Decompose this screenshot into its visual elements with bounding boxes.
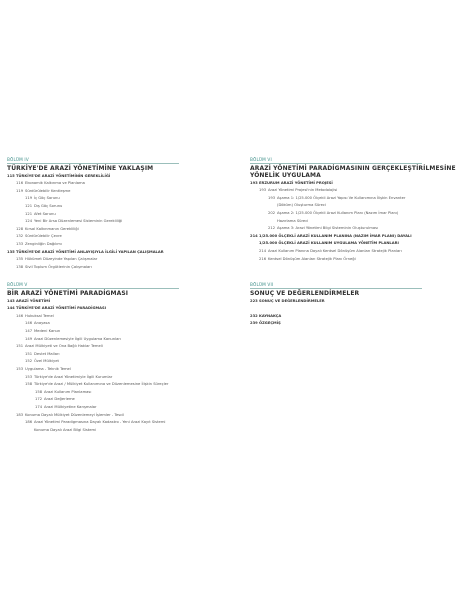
entry-text: Türkiye'de Arazi / Mülkiyet Kullanımına ve Düzenlemesine İlişkin Süreçler bbox=[34, 382, 169, 387]
page-number: 232 bbox=[250, 313, 258, 318]
toc-entry bbox=[7, 218, 179, 226]
page-number: 135 bbox=[7, 249, 15, 254]
entry-text-continued: Konuma Dayalı Arazi Bilgi Sistemi bbox=[34, 427, 97, 432]
chapter-title bbox=[250, 164, 456, 179]
toc-list bbox=[7, 173, 179, 272]
toc-entry bbox=[7, 320, 179, 328]
toc-entry bbox=[7, 419, 179, 434]
entry-text: Sürdürülebilir Çevre bbox=[25, 234, 62, 239]
entry-text: Zenginliğin Dağılımı bbox=[25, 241, 62, 246]
entry-text: Uygulama - Teknik Temel bbox=[25, 366, 71, 371]
toc-entry bbox=[7, 195, 179, 203]
toc-entry bbox=[250, 210, 422, 225]
page-number: 124 bbox=[25, 219, 33, 224]
page-number: 193 bbox=[259, 188, 267, 193]
toc-entry bbox=[7, 305, 179, 313]
toc-entry bbox=[7, 180, 179, 188]
chapter-title-line: BİR ARAZİ YÖNETİMİ PARADİGMASI bbox=[7, 289, 129, 297]
page-number: 183 bbox=[16, 412, 24, 417]
entry-text: Aşama 1: 1/25.000 Ölçekli Arazi Yapısı Ve Kullanımına İlişkin Envanter bbox=[277, 195, 406, 200]
toc-entry bbox=[7, 343, 179, 351]
entry-text: Afet Sorunu bbox=[34, 211, 56, 216]
page-number: 158 bbox=[35, 389, 43, 394]
toc-entry bbox=[250, 248, 422, 256]
chapter-label: BÖLÜM VII bbox=[250, 282, 422, 289]
chapter-label: BÖLÜM V bbox=[7, 282, 179, 289]
entry-text: Sürdürülebilir Kentleşme bbox=[25, 188, 71, 193]
toc-list bbox=[7, 298, 179, 435]
page-number: 121 bbox=[25, 211, 33, 216]
toc-entry bbox=[7, 249, 179, 257]
chapter-title bbox=[250, 290, 422, 297]
page-number: 119 bbox=[16, 188, 24, 193]
toc-entry bbox=[7, 256, 179, 264]
toc-entry bbox=[7, 264, 179, 272]
toc-entry bbox=[7, 188, 179, 196]
page-number: 193 bbox=[268, 195, 276, 200]
entry-text: ÖZGEÇMİŞ bbox=[259, 321, 281, 326]
entry-text: 1/25.000 ÖLÇEKLİ ARAZİ KULLANIM PLANINA (NAZIM İMAR PLANI) DAYALI bbox=[259, 233, 412, 238]
page-number: 135 bbox=[16, 257, 24, 262]
toc-entry bbox=[7, 233, 179, 241]
entry-text: TÜRKİYE'DE ARAZİ YÖNETİMİ ANLAYIŞIYLA İLGİLİ YAPILAN ÇALIŞMALAR bbox=[16, 249, 164, 254]
toc-entry bbox=[250, 180, 422, 188]
entry-text: Arazi Yönetimi Paradigmasına Dayalı Kadastro - Yeni Arazi Kayıt Sistemi bbox=[34, 420, 166, 425]
page-number: 152 bbox=[25, 359, 33, 364]
entry-text: Aşama 2: 1/25.000 Ölçekli Arazi Kullanım Planı (Nazım İmar Planı) bbox=[277, 210, 399, 215]
entry-text: Arazi Kullanım Planına Dayalı Kentsel Dönüşüm Alanları Stratejik Planları bbox=[268, 248, 402, 253]
toc-entry bbox=[250, 187, 422, 195]
page-number: 172 bbox=[35, 397, 43, 402]
page-number: 174 bbox=[35, 404, 43, 409]
toc-entry bbox=[7, 396, 179, 404]
entry-text: Medeni Kanun bbox=[34, 328, 61, 333]
toc-entry bbox=[250, 320, 422, 328]
toc-entry bbox=[250, 256, 422, 264]
toc-list bbox=[250, 298, 422, 328]
toc-entry bbox=[7, 404, 179, 412]
toc-entry bbox=[7, 173, 179, 181]
page-number: 138 bbox=[16, 264, 24, 269]
entry-text: Yeni Bir Arsa Düzenlemesi Sisteminin Gerekliliği bbox=[34, 219, 123, 224]
entry-text: Anayasa bbox=[34, 321, 50, 326]
entry-text: Dış Göç Sorunu bbox=[34, 203, 63, 208]
page-number: 116 bbox=[16, 181, 24, 186]
chapter-title bbox=[7, 165, 179, 172]
entry-text-continued: (Döküm) Oluşturma Süreci bbox=[277, 203, 326, 208]
toc-entry bbox=[7, 381, 179, 389]
page-number: 119 bbox=[25, 196, 33, 201]
entry-text: Arazi Mülkiyeti ve Ona Bağlı Haklar Temeli bbox=[25, 344, 103, 349]
page-number: 186 bbox=[25, 420, 33, 425]
chapter-section bbox=[7, 282, 179, 434]
toc-entry bbox=[7, 389, 179, 397]
toc-entry bbox=[250, 298, 422, 306]
toc-entry bbox=[250, 313, 422, 321]
entry-text: TÜRKİYE'DE ARAZİ YÖNETİMİNİN GEREKLİLİĞİ bbox=[16, 173, 111, 178]
toc-entry bbox=[7, 374, 179, 382]
entry-text: 1/25.000 ÖLÇEKLİ ARAZİ KULLANIM UYGULAMA YÖNETİM PLANLARI bbox=[259, 241, 399, 246]
entry-text: ARAZİ YÖNETİMİ bbox=[16, 298, 51, 303]
entry-text: Hukuksal Temel bbox=[25, 313, 54, 318]
toc-entry bbox=[7, 328, 179, 336]
entry-text: Sivil Toplum Örgütlerinin Çalışmaları bbox=[25, 264, 92, 269]
page-number: 153 bbox=[25, 374, 33, 379]
page-number: 212 bbox=[268, 226, 276, 231]
chapter-label: BÖLÜM VI bbox=[250, 157, 422, 164]
page-number: 153 bbox=[16, 366, 24, 371]
entry-text: Devlet Malları bbox=[34, 351, 60, 356]
page-number: 121 bbox=[25, 203, 33, 208]
chapter-section bbox=[250, 282, 422, 328]
page-number: 144 bbox=[7, 306, 15, 311]
toc-entry bbox=[7, 211, 179, 219]
page-number: 202 bbox=[268, 210, 276, 215]
chapter-title-line: ARAZİ YÖNETİMİ PARADİGMASININ GERÇEKLEŞTİRİLMESİNE bbox=[250, 164, 456, 172]
entry-text: Arazi Düzenlemesiyle İlgili Uygulama Kanunları bbox=[34, 336, 121, 341]
entry-text: Arazi Kullanım Planlaması bbox=[44, 389, 92, 394]
entry-text: Kırsal Kalkınmanın Gerekliliği bbox=[25, 226, 79, 231]
page-number: 143 bbox=[7, 298, 15, 303]
page-number: 151 bbox=[16, 344, 24, 349]
toc-entry bbox=[250, 305, 422, 313]
page-number: 158 bbox=[25, 382, 33, 387]
toc-entry bbox=[7, 351, 179, 359]
chapter-title bbox=[7, 290, 179, 297]
entry-text: SONUÇ VE DEĞERLENDİRMELER bbox=[259, 298, 325, 303]
toc-entry bbox=[250, 195, 422, 210]
toc-entry bbox=[7, 336, 179, 344]
toc-entry bbox=[7, 358, 179, 366]
entry-text: Aşama 3: Arazi Yönetimi Bilgi Sisteminin Oluşturulması bbox=[277, 226, 379, 231]
entry-text: Hükümet Düzeyinde Yapılan Çalışmalar bbox=[25, 257, 98, 262]
entry-text: Arazi Mülkiyetine Karışmalar bbox=[44, 404, 97, 409]
page-number: 239 bbox=[250, 321, 258, 326]
toc-entry bbox=[250, 225, 422, 233]
toc-entry bbox=[7, 241, 179, 249]
toc-entry bbox=[7, 366, 179, 374]
toc-entry bbox=[7, 298, 179, 306]
toc-entry bbox=[7, 412, 179, 420]
entry-text: Türkiye'de Arazi Yönetimiyle İlgili Kurumlar bbox=[34, 374, 113, 379]
page-number: 115 bbox=[7, 173, 15, 178]
chapter-section bbox=[250, 157, 456, 263]
page-number: 193 bbox=[250, 180, 258, 185]
page-number: 223 bbox=[250, 298, 258, 303]
page-number: 214 bbox=[250, 233, 258, 238]
page-number: 149 bbox=[25, 336, 33, 341]
chapter-section bbox=[7, 157, 179, 271]
page-number: 146 bbox=[16, 313, 24, 318]
entry-text: KAYNAKÇA bbox=[259, 313, 282, 318]
entry-text: Arazi Değerleme bbox=[44, 397, 75, 402]
toc-list bbox=[250, 180, 422, 264]
chapter-title-line: SONUÇ VE DEĞERLENDİRMELER bbox=[250, 289, 360, 297]
entry-text: Arazi Yönetimi Projesi'nin Metodolojisi bbox=[268, 188, 338, 193]
entry-text: Kentsel Dönüşüm Alanları Stratejik Planı Örneği bbox=[268, 256, 356, 261]
entry-text: TÜRKİYE'DE ARAZİ YÖNETİMİ PARADİGMASI bbox=[16, 306, 107, 311]
toc-entry bbox=[7, 313, 179, 321]
chapter-title-line: TÜRKİYE'DE ARAZİ YÖNETİMİNE YAKLAŞIM bbox=[7, 164, 154, 172]
page-number: 146 bbox=[25, 321, 33, 326]
chapter-title-line: YÖNELİK UYGULAMA bbox=[250, 171, 321, 179]
entry-text: ERZURUM ARAZİ YÖNETİMİ PROJESİ bbox=[259, 180, 333, 185]
toc-entry bbox=[250, 233, 422, 241]
entry-text-continued: Hazırlama Süreci bbox=[277, 218, 309, 223]
entry-text: Özel Mülkiyet bbox=[34, 359, 59, 364]
chapter-label: BÖLÜM IV bbox=[7, 157, 179, 164]
toc-entry bbox=[7, 226, 179, 234]
toc-entry bbox=[250, 240, 422, 248]
page-number: 132 bbox=[16, 234, 24, 239]
page-number: 147 bbox=[25, 328, 33, 333]
page-number: 151 bbox=[25, 351, 33, 356]
page-number: 216 bbox=[259, 256, 267, 261]
entry-text: Konuma Dayalı Mülkiyet Düzenlemeyi İşlemler - Tescil bbox=[25, 412, 125, 417]
page-number: 214 bbox=[259, 248, 267, 253]
toc-entry bbox=[7, 203, 179, 211]
entry-text: İç Göç Sorunu bbox=[34, 196, 60, 201]
page-number: 133 bbox=[16, 241, 24, 246]
entry-text: Ekonomik Kalkınma ve Planlama bbox=[25, 181, 85, 186]
page-number: 128 bbox=[16, 226, 24, 231]
